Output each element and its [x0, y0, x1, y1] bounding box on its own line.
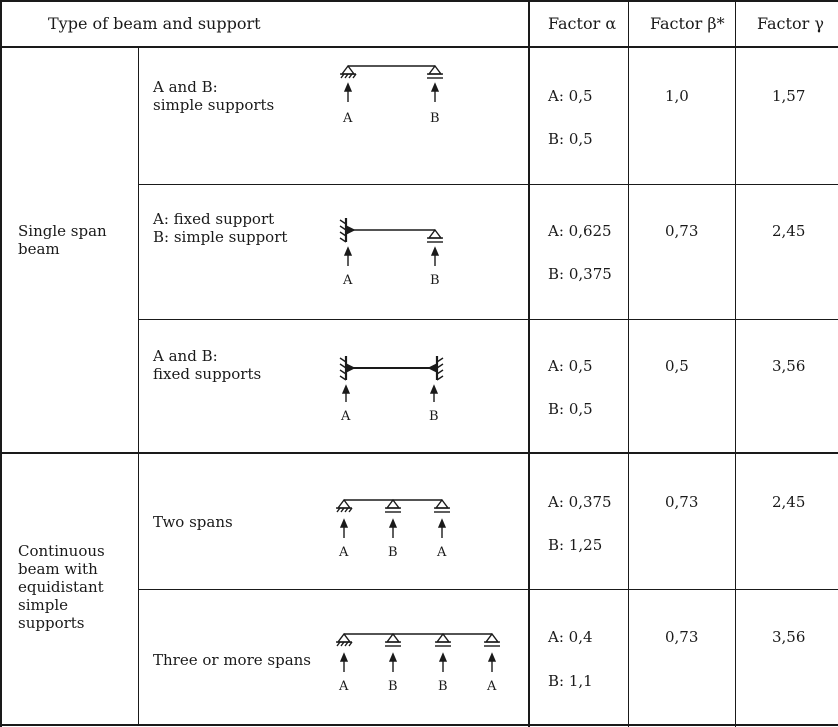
row-divider-1: [138, 184, 838, 185]
diagram-label: B: [388, 545, 398, 560]
row3-gamma: 3,56: [772, 357, 806, 375]
row5-alpha-a: A: 0,4: [548, 628, 593, 646]
diagram-label: B: [429, 409, 439, 424]
row2-beta: 0,73: [665, 222, 699, 240]
row-divider-2: [138, 319, 838, 320]
row5-alpha-b: B: 1,1: [548, 672, 593, 690]
row-divider-4: [138, 589, 838, 590]
row2-desc-2: B: simple support: [153, 228, 288, 246]
table-border-top: [0, 0, 838, 2]
row1-gamma: 1,57: [772, 87, 806, 105]
diagram-label: A: [437, 545, 447, 560]
row3-alpha-a: A: 0,5: [548, 357, 593, 375]
diagram-label: B: [430, 273, 440, 288]
header-bottom-line: [0, 46, 838, 48]
row3-alpha-b: B: 0,5: [548, 400, 593, 418]
diagram-label: A: [341, 409, 351, 424]
group-divider-line: [0, 452, 838, 454]
row3-desc-2: fixed supports: [153, 365, 262, 383]
diagram-simple-simple: [330, 60, 460, 130]
diagram-label: B: [388, 679, 398, 694]
group-label-cont-1: Continuous: [18, 542, 105, 560]
table-border-left: [0, 0, 2, 727]
diagram-fixed-fixed: [330, 350, 460, 425]
row1-alpha-b: B: 0,5: [548, 130, 593, 148]
diagram-three-spans: [330, 626, 510, 696]
header-type: Type of beam and support: [48, 14, 261, 33]
group-label-cont-5: supports: [18, 614, 85, 632]
group-label-single-1: Single span: [18, 222, 107, 240]
group-label-cont-2: beam with: [18, 560, 98, 578]
row5-gamma: 3,56: [772, 628, 806, 646]
header-gamma: Factor γ: [757, 14, 824, 33]
group-col-line: [138, 46, 139, 726]
row2-gamma: 2,45: [772, 222, 806, 240]
beta-col-line: [735, 0, 736, 727]
header-beta: Factor β*: [650, 14, 725, 33]
diagram-label: A: [487, 679, 497, 694]
diagram-label: A: [339, 679, 349, 694]
row4-alpha-b: B: 1,25: [548, 536, 603, 554]
row5-desc-1: Three or more spans: [153, 651, 311, 669]
header-alpha: Factor α: [548, 14, 617, 33]
row4-gamma: 2,45: [772, 493, 806, 511]
row5-beta: 0,73: [665, 628, 699, 646]
table-border-bottom: [0, 724, 838, 726]
row2-desc-1: A: fixed support: [153, 210, 275, 228]
group-label-cont-4: simple: [18, 596, 68, 614]
type-col-line: [528, 0, 530, 727]
diagram-label: B: [430, 111, 440, 126]
diagram-two-spans: [330, 492, 460, 562]
diagram-label: A: [343, 111, 353, 126]
diagram-fixed-simple: [330, 210, 460, 290]
row1-desc-1: A and B:: [153, 78, 218, 96]
diagram-label: A: [343, 273, 353, 288]
row1-alpha-a: A: 0,5: [548, 87, 593, 105]
row2-alpha-a: A: 0,625: [548, 222, 612, 240]
row3-beta: 0,5: [665, 357, 689, 375]
row1-desc-2: simple supports: [153, 96, 275, 114]
diagram-label: A: [339, 545, 349, 560]
row2-alpha-b: B: 0,375: [548, 265, 612, 283]
alpha-col-line: [628, 0, 629, 727]
diagram-label: B: [438, 679, 448, 694]
group-label-cont-3: equidistant: [18, 578, 104, 596]
row1-beta: 1,0: [665, 87, 689, 105]
group-label-single-2: beam: [18, 240, 60, 258]
row3-desc-1: A and B:: [153, 347, 218, 365]
row4-desc-1: Two spans: [153, 513, 233, 531]
row4-alpha-a: A: 0,375: [548, 493, 612, 511]
row4-beta: 0,73: [665, 493, 699, 511]
